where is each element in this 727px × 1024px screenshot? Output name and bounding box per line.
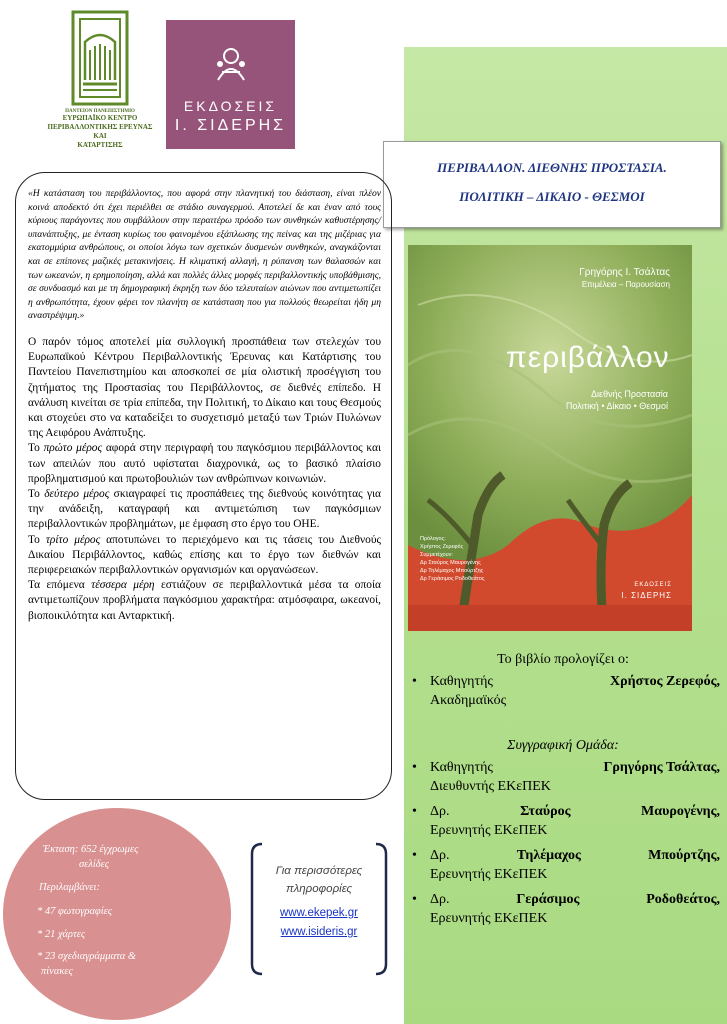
cover-publisher-line2: Ι. ΣΙΔΕΡΗΣ <box>621 591 672 600</box>
member-prefix: Δρ. <box>430 804 450 819</box>
preface-list <box>410 672 720 716</box>
list-item <box>410 758 720 796</box>
cover-credit: Πρόλογος: <box>420 536 446 542</box>
info-line1: Για περισσότερες <box>275 865 363 877</box>
preface-name: Χρήστος Ζερεφός, <box>610 674 720 689</box>
part4-lead: Τα επόμενα <box>28 579 92 592</box>
preface-role: Καθηγητής <box>430 674 493 689</box>
list-item <box>410 890 720 928</box>
part3-em: τρίτο μέρος <box>45 533 101 546</box>
part3-paragraph <box>28 533 381 579</box>
publisher-name-line1: ΕΚΔΟΣΕΙΣ <box>183 98 278 114</box>
preface-title2: Ακαδημαϊκός <box>430 693 507 708</box>
isideris-link[interactable]: www.isideris.gr <box>280 926 358 938</box>
member-name: Γρηγόρης Τσάλτας, <box>603 760 720 775</box>
part3-rest: αποτυπώνει το περιεχόμενο και τις τάσεις του Διεθνούς Δικαίου Περιβάλλοντος, καθώς επίσης και το έργο των διεθνών και περιφερειακών περιβαλλοντικών οργανισμών και οργανώσεων. <box>28 533 381 576</box>
ekepek-name-line3: ΚΑΤΑΡΤΙΣΗΣ <box>77 141 123 149</box>
cover-credit: Δρ Σταύρος Μαυρογένης <box>420 560 481 566</box>
list-item <box>410 802 720 840</box>
member-prefix: Δρ. <box>430 892 450 907</box>
bullet-icon: • <box>412 674 417 689</box>
cover-credit: Δρ Γεράσιμος Ροδοθεάτος <box>420 576 485 582</box>
part1-rest: αφορά στην περιγραφή του παγκόσμιου περιβάλλοντος και των απειλών που αυτό υφίσταται διαχρονικά, ως το βασικό πλαίσιο προβληματισμού και πρωτοβουλιών των ανθρώπινων κοινωνιών. <box>28 442 382 485</box>
ekepek-name-line2: ΠΕΡΙΒΑΛΛΟΝΤΙΚΗΣ ΕΡΕΥΝΑΣ ΚΑΙ <box>47 123 153 140</box>
bullet-icon: • <box>412 848 417 863</box>
member-last-name: Μαυρογένης, <box>641 804 720 819</box>
member-last-name: Μπούρτζης, <box>648 848 720 863</box>
ekepek-logo <box>46 10 154 162</box>
cover-line2: Πολιτική • Δίκαιο • Θεσμοί <box>565 401 668 411</box>
includes-label: Περιλαμβάνει: <box>39 882 100 893</box>
part3-lead: Το <box>28 533 46 546</box>
quote-paragraph: «Η κατάσταση του περιβάλλοντος, που αφορά στην πλανητική του διάσταση, είναι πλέον κοινά αποδεκτό ότι έχει περιέλθει σε στάδιο συναγερμού. Αποτελεί δε και έναν από τους κύριους παράγοντες που συμβάλλουν στην περαιτέρω πρόοδο των συνθηκών καθυστέρησης/ υπανάπτυξης, με ένταση κυρίως του φαινομένου εξάπλωσης της πείνας και της μιζέριας για εκατομμύρια ανθρώπους, οι οποίοι λόγω των σχετικών δυσμενών συνθηκών, αναγκάζονται και σε επίπονες μαζικές μετακινήσεις. Η κλιματική αλλαγή, η ρύπανση των θαλασσών και των ωκεανών, η ερημοποίηση, αλλά και πολλές άλλες μορφές περιβαλλοντικής υποβάθμισης, σε συνδυασμό και με τη δημογραφική έκρηξη των δύο τελευταίων αιώνων που αντιμετωπίζει η ανθρωπότητα, έχουν φέρει τον πλανήτη σε κατάσταση που για πολλούς θεωρείται ήδη μη αναστρέψιμη.» <box>28 188 381 322</box>
bullet-icon: • <box>412 892 417 907</box>
book-cover-image <box>408 245 692 631</box>
cover-credit: Χρήστος Ζερεφός <box>420 544 464 550</box>
info-line2: πληροφορίες <box>285 883 353 895</box>
member-prefix: Καθηγητής <box>430 760 493 775</box>
list-item <box>410 846 720 884</box>
part2-em: δεύτερο μέρος <box>44 487 110 500</box>
cover-title: περιβάλλον <box>506 341 670 374</box>
team-list <box>410 758 720 934</box>
extent-line1: Έκταση: 652 έγχρωμες <box>43 844 139 855</box>
part2-paragraph <box>28 487 381 533</box>
part4-em: τέσσερα μέρη <box>91 579 155 592</box>
cover-credit: Συμμετέχουν: <box>420 552 453 558</box>
cover-publisher-line1: ΕΚΔΟΣΕΙΣ <box>634 582 672 588</box>
cover-credits <box>420 535 485 583</box>
extent-line2: σελίδες <box>79 859 110 870</box>
intro-paragraph: Ο παρόν τόμος αποτελεί μία συλλογική προσπάθεια των στελεχών του Ευρωπαϊκού Κέντρου Περιβαλλοντικής Έρευνας και Κατάρτισης του Παντείου Πανεπιστημίου και αποσκοπεί σε μία ολιστική προσέγγιση του ζητήματος της Προστασίας του Περιβάλλοντος, σε διεθνές επίπεδο. Η ανάλυση κινείται σε τρία επίπεδα, την Πολιτική, το Δίκαιο και τους Θεσμούς και στοχεύει στο να καταδείξει το συσχετισμό μεταξύ των Τριών Πυλώνων της Αειφόρου Ανάπτυξης. <box>28 335 381 440</box>
cover-credit: Δρ Τηλέμαχος Μπούρτζης <box>420 568 484 574</box>
part2-lead: Το <box>28 487 45 500</box>
part4-paragraph <box>28 578 381 624</box>
part4-rest: εστιάζουν σε περιβαλλοντικά μέσα τα οποία αντιμετωπίζουν προβλήματα παγκόσμιου χαρακτήρα: ατμόσφαιρα, ωκεανοί, βιοποικιλότητα και Ανταρκτική. <box>28 579 381 622</box>
ekepek-link[interactable]: www.ekepek.gr <box>280 907 358 919</box>
part1-paragraph <box>28 441 381 487</box>
list-item <box>410 672 720 710</box>
bullet-icon: • <box>412 804 417 819</box>
ekepek-name-line1: ΕΥΡΩΠΑΪΚΟ ΚΕΝΤΡΟ <box>62 114 138 122</box>
publisher-emblem-icon <box>212 44 250 86</box>
member-role: Ερευνητής ΕΚεΠΕΚ <box>430 911 548 926</box>
spec-item: * 21 χάρτες <box>37 929 86 940</box>
member-role: Διευθυντής ΕΚεΠΕΚ <box>430 779 551 794</box>
part1-lead: Το <box>28 442 44 455</box>
description-box <box>15 172 392 800</box>
ekepek-small-text: ΠΑΝΤΕΙΟΝ ΠΑΝΕΠΙΣΤΗΜΙΟ <box>65 109 135 114</box>
member-first-name: Γεράσιμος <box>516 892 580 907</box>
member-first-name: Τηλέμαχος <box>516 848 581 863</box>
spec-item-cont: πίνακες <box>41 966 73 977</box>
book-title-line2: ΠΟΛΙΤΙΚΗ – ΔΙΚΑΙΟ - ΘΕΣΜΟΙ <box>459 189 645 204</box>
book-specs-circle <box>3 808 231 1020</box>
team-title: Συγγραφική Ομάδα: <box>507 738 619 753</box>
member-prefix: Δρ. <box>430 848 450 863</box>
preface-title: Το βιβλίο προλογίζει ο: <box>497 652 629 667</box>
book-title-line1: ΠΕΡΙΒΑΛΛΟΝ. ΔΙΕΘΝΗΣ ΠΡΟΣΤΑΣΙΑ. <box>437 160 667 175</box>
spec-item: * 47 φωτογραφίες <box>37 906 113 917</box>
cover-line1: Διεθνής Προστασία <box>591 389 668 399</box>
member-role: Ερευνητής ΕΚεΠΕΚ <box>430 823 548 838</box>
publisher-name-line2: Ι. ΣΙΔΕΡΗΣ <box>174 117 287 134</box>
publisher-logo <box>166 20 295 149</box>
info-box <box>248 840 390 978</box>
ekepek-emblem-icon <box>71 10 129 106</box>
bullet-icon: • <box>412 760 417 775</box>
cover-subtitle: Επιμέλεια – Παρουσίαση <box>581 280 670 289</box>
member-role: Ερευνητής ΕΚεΠΕΚ <box>430 867 548 882</box>
cover-author: Γρηγόρης Ι. Τσάλτας <box>579 267 670 278</box>
book-title-box <box>383 141 721 228</box>
member-first-name: Σταύρος <box>520 804 571 819</box>
part1-em: πρώτο μέρος <box>43 442 103 455</box>
spec-item: * 23 σχεδιαγράμματα & <box>37 951 137 962</box>
part2-rest: σκιαγραφεί τις προσπάθειες της διεθνούς κοινότητας για την ανάδειξη, καταγραφή και αντιμετώπιση των παγκόσμιων περιβαλλοντικών προβλημάτων, με έμφαση στο έργο του ΟΗΕ. <box>28 487 382 531</box>
member-last-name: Ροδοθεάτος, <box>646 892 720 907</box>
